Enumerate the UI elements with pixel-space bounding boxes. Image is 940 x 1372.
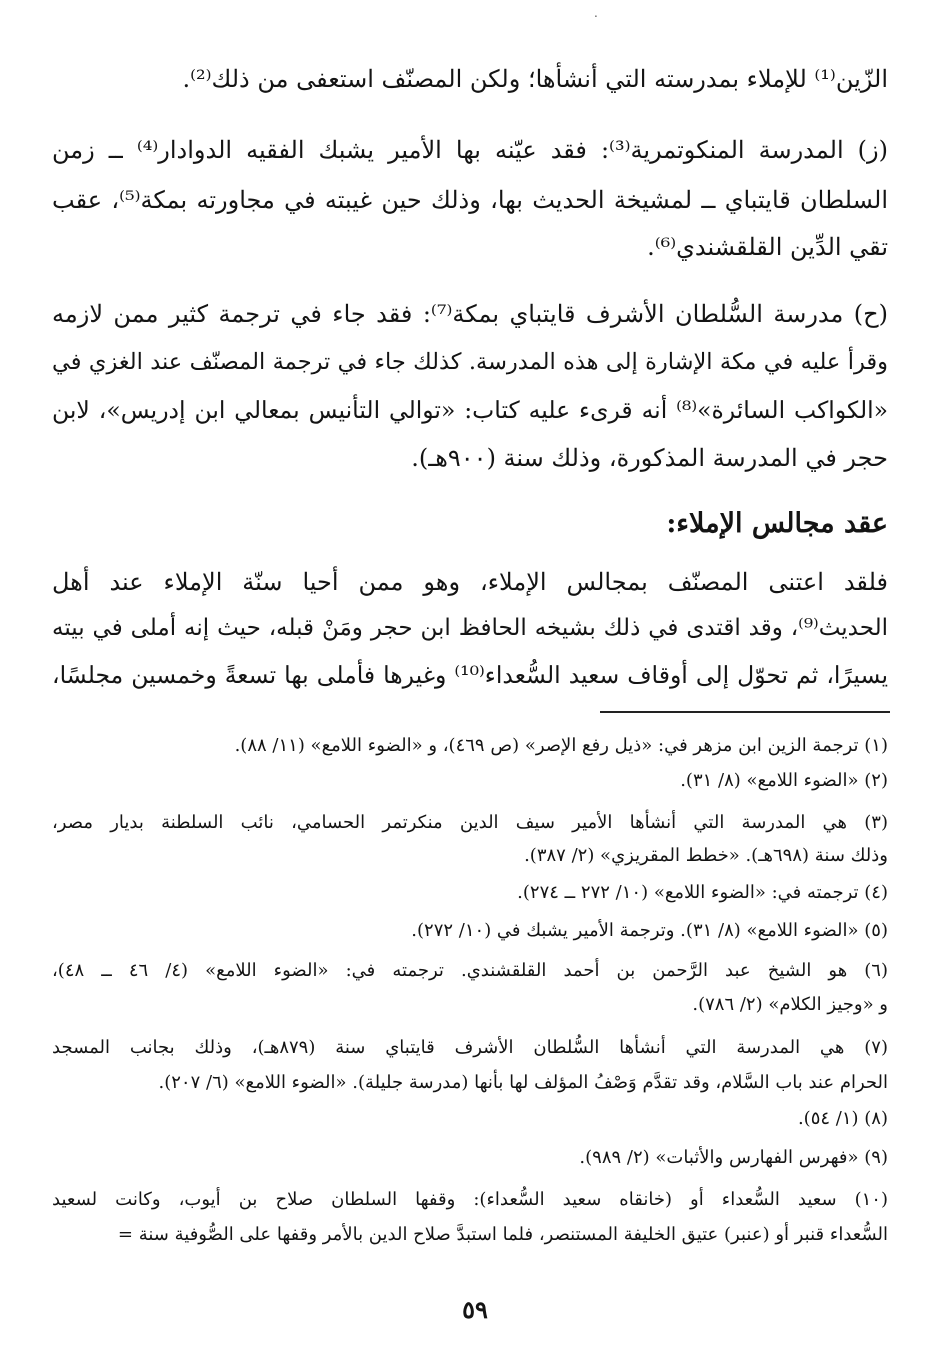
footnote-9: (٩) «فهرس الفهارس والأثبات» (٢/ ٩٨٩). — [579, 1147, 888, 1168]
body-line-10: الحديث⁽⁹⁾، وقد اقتدى في ذلك بشيخه الحافظ ابن حجر ومَنْ قبله، حيث إنه أملى في بيته — [52, 615, 888, 641]
body-line-11: يسيرًا، ثم تحوّل إلى أوقاف سعيد السُّعداء⁽¹⁰⁾ وغيرها فأملى بها تسعةً وخمسين مجلسًا، — [52, 661, 888, 689]
top-mark: . — [594, 6, 598, 20]
footnote-6-line-2: و «وجيز الكلام» (٢/ ٧٨٦). — [692, 994, 888, 1015]
footnote-6-line-1: (٦) هو الشيخ عبد الرَّحمن بن أحمد القلقشندي. ترجمته في: «الضوء اللامع» (٤/ ٤٦ ــ ٤٨)، — [52, 960, 888, 981]
footnote-4: (٤) ترجمته في: «الضوء اللامع» (١٠/ ٢٧٢ ــ ٢٧٤). — [517, 882, 888, 903]
body-line-9: فلقد اعتنى المصنّف بمجالس الإملاء، وهو ممن أحيا سنّة الإملاء عند أهل — [52, 568, 888, 596]
body-line-4: تقي الدِّين القلقشندي⁽⁶⁾. — [647, 233, 888, 261]
footnote-2: (٢) «الضوء اللامع» (٨/ ٣١). — [680, 770, 888, 791]
footnote-10-line-1: (١٠) سعيد السُّعداء أو (خانقاه سعيد السُّعداء): وقفها السلطان صلاح بن أيوب، وكانت لسعيد — [52, 1189, 888, 1210]
page-number: ٥٩ — [462, 1295, 488, 1324]
body-line-2: (ز) المدرسة المنكوتمرية⁽³⁾: فقد عيّنه بها الأمير يشبك الفقيه الدوادار⁽⁴⁾ ــ زمن — [52, 136, 888, 164]
footnote-1: (١) ترجمة الزين ابن مزهر في: «ذيل رفع الإصر» (ص ٤٦٩)، و «الضوء اللامع» (١١/ ٨٨). — [234, 735, 888, 756]
section-heading: عقد مجالس الإملاء: — [666, 508, 888, 539]
body-line-1: الزّين⁽¹⁾ للإملاء بمدرسته التي أنشأها؛ ولكن المصنّف استعفى من ذلك⁽²⁾. — [182, 65, 888, 93]
footnote-5: (٥) «الضوء اللامع» (٨/ ٣١). وترجمة الأمير يشبك في (١٠/ ٢٧٢). — [411, 920, 888, 941]
footnote-separator — [600, 711, 890, 713]
body-line-8: حجر في المدرسة المذكورة، وذلك سنة (٩٠٠هـ). — [411, 444, 888, 472]
footnote-7-line-2: الحرام عند باب السَّلام، وقد تقدَّم وَصْفُ المؤلف لها بأنها (مدرسة جليلة). «الضوء اللامع» (٦/ ٢٠٧). — [158, 1072, 888, 1093]
body-line-5: (ح) مدرسة السُّلطان الأشرف قايتباي بمكة⁽⁷⁾: فقد جاء في ترجمة كثير ممن لازمه — [52, 300, 889, 328]
footnote-3-line-1: (٣) هي المدرسة التي أنشأها الأمير سيف الدين منكرتمر الحسامي، نائب السلطنة بديار مصر، — [52, 812, 888, 833]
footnote-10-line-2: السُّعداء قنبر أو (عنبر) عتيق الخليفة المستنصر، فلما استبدَّ صلاح الدين بالأمر وقفها على الصُّوفية سنة = — [117, 1224, 888, 1245]
footnote-8: (٨) (١/ ٥٤). — [797, 1108, 888, 1129]
body-line-7: «الكواكب السائرة»⁽⁸⁾ أنه قرىء عليه كتاب: «توالي التأنيس بمعالي ابن إدريس»، لابن — [52, 396, 889, 424]
body-line-3: السلطان قايتباي ــ لمشيخة الحديث بها، وذلك حين غيبته في مجاورته بمكة⁽⁵⁾، عقب — [52, 186, 889, 214]
footnote-3-line-2: وذلك سنة (٦٩٨هـ). «خطط المقريزي» (٢/ ٣٨٧). — [524, 845, 888, 866]
body-line-6: وقرأ عليه في مكة الإشارة إلى هذه المدرسة. كذلك جاء في ترجمة المصنّف عند الغزي في — [52, 349, 888, 375]
footnote-7-line-1: (٧) هي المدرسة التي أنشأها السُّلطان الأشرف قايتباي سنة (٨٧٩هـ)، وذلك بجانب المسجد — [52, 1037, 888, 1058]
